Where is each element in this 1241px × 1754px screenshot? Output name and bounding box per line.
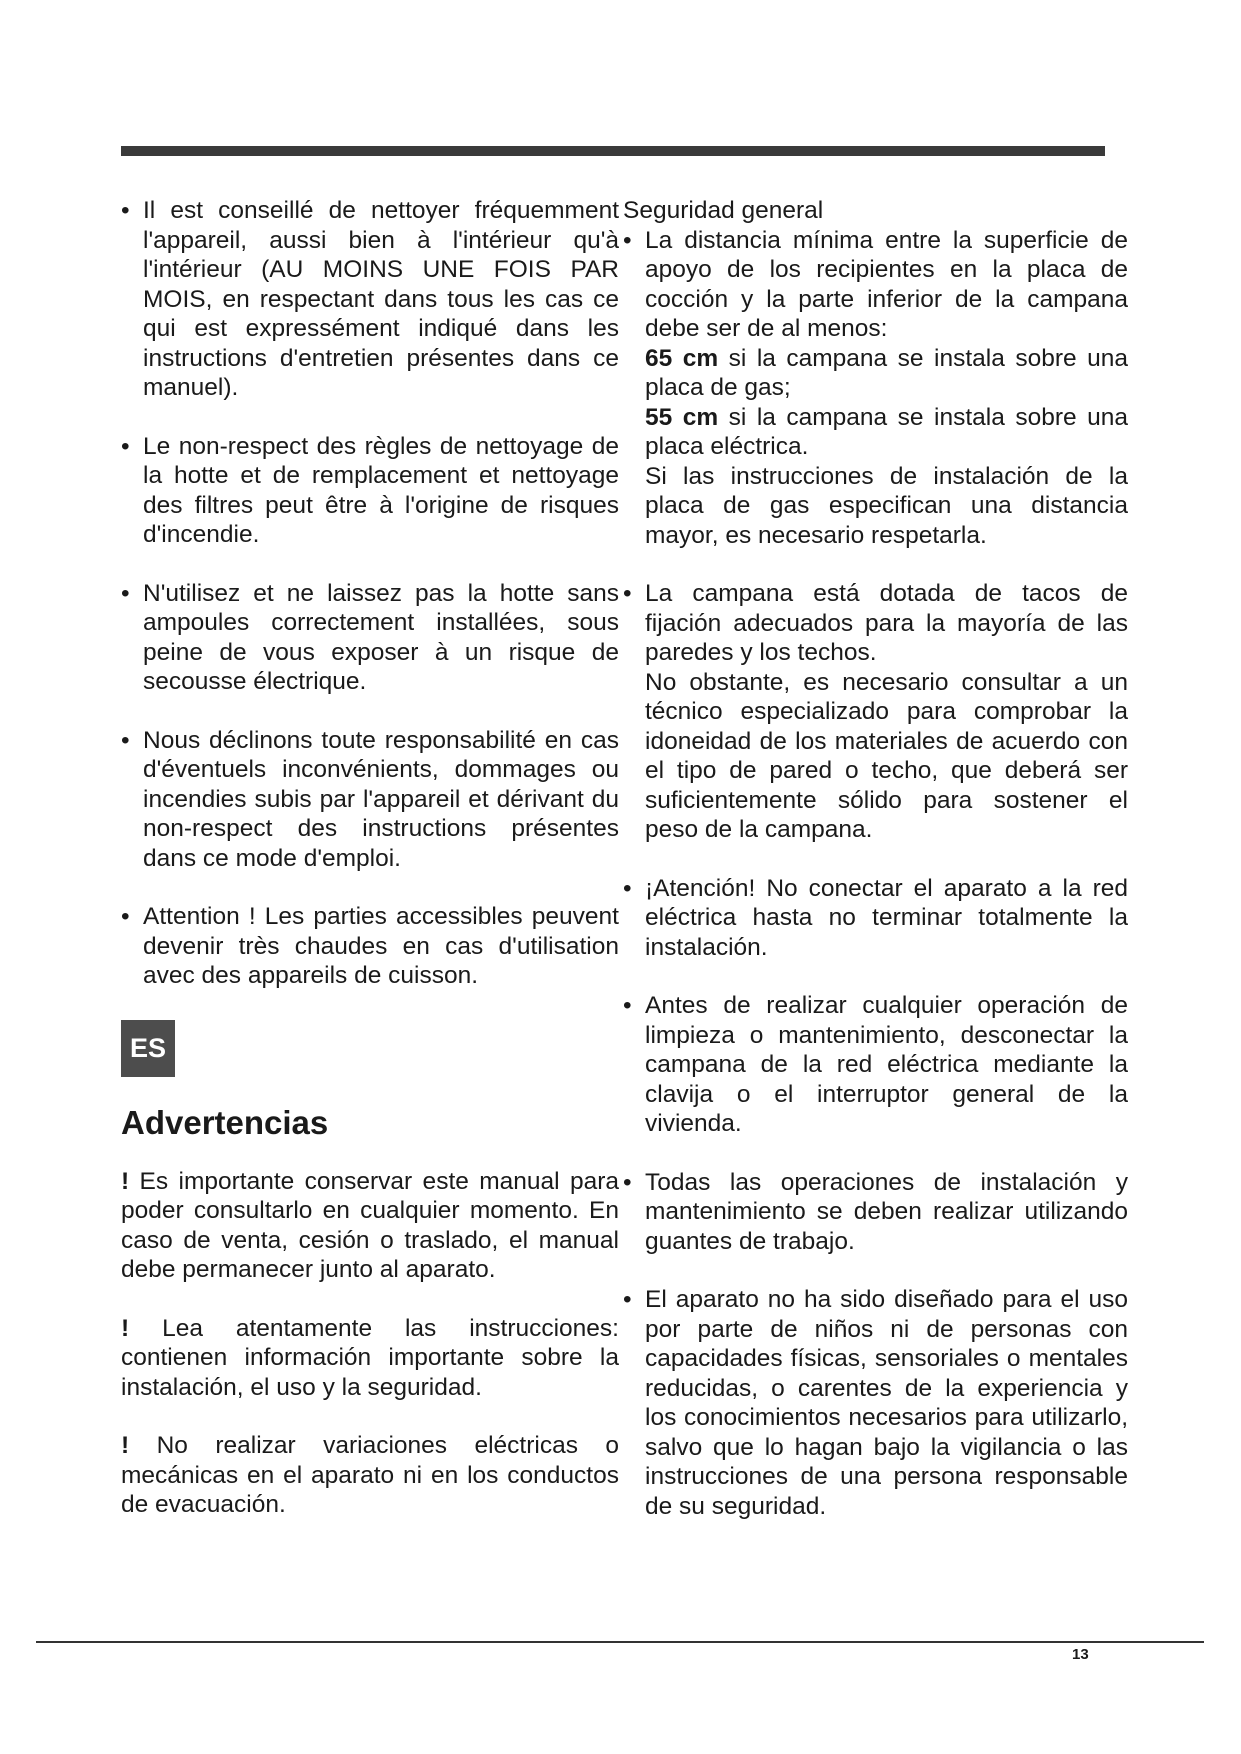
bottom-rule <box>36 1641 1204 1643</box>
es-item-distance: • La distancia mínima entre la superficie de apoyo de los recipientes en la placa de cocción y la parte inferior de la campana debe ser de al menos: 65 cm si la campana se instala sobre una placa de gas; 55 cm si la campana se instala sobre una placa eléctrica. Si las instrucciones de instalación de la placa de gas especifican una distancia mayor, es necesario respetarla. <box>623 226 1129 549</box>
es-item: • ¡Atención! No conectar el aparato a la red eléctrica hasta no terminar totalmente la instalación. <box>623 874 1128 961</box>
page-number: 13 <box>1072 1646 1089 1663</box>
bullet: • <box>623 992 632 1019</box>
fr-item: • N'utilisez et ne laissez pas la hotte sans ampoules correctement installées, sous peine de vous exposer à un risque de secousse électrique. <box>121 579 619 695</box>
fr-item: • Attention ! Les parties accessibles peuvent devenir très chaudes en cas d'utilisation avec des appareils de cuisson. <box>121 903 619 989</box>
bullet: • <box>121 726 130 754</box>
exclamation-mark: ! <box>121 1314 130 1342</box>
es-item: • Todas las operaciones de instalación y mantenimiento se deben realizar utilizando guantes de trabajo. <box>623 1168 1128 1255</box>
bullet: • <box>121 579 130 607</box>
warning-paragraph: ! No realizar variaciones eléctricas o mecánicas en el aparato ni en los conductos de evacuación. <box>121 1432 620 1518</box>
bullet: • <box>121 432 130 460</box>
bullet: • <box>623 874 632 902</box>
section-heading: Advertencias <box>121 1103 329 1141</box>
warning-paragraph: ! Es importante conservar este manual para poder consultarlo en cualquier momento. En caso de venta, cesión o traslado, el manual debe permanecer junto al aparato. <box>121 1167 619 1283</box>
left-column <box>121 196 619 1549</box>
exclamation-mark: ! <box>121 1167 130 1195</box>
fr-item: • Nous déclinons toute responsabilité en cas d'éventuels inconvénients, dommages ou incendies subis par l'appareil et dérivant du non-respect des instructions présentes dans ce mode d'emploi. <box>121 726 619 872</box>
subsection-title: Seguridad general <box>623 197 824 224</box>
electric-distance-line: 55 cm si la campana se instala sobre una placa eléctrica. <box>645 403 1129 460</box>
fijacion-note: No obstante, es necesario consultar a un técnico especializado para comprobar la idoneidad de los materiales de acuerdo con el tipo de pared o techo, que deberá ser suficientemente sólido para sostener el peso de la campana. <box>645 668 1128 843</box>
bullet: • <box>121 197 130 224</box>
fr-item: • Le non-respect des règles de nettoyage de la hotte et de remplacement et nettoyage des filtres peut être à l'origine de risques d'incendie. <box>121 432 619 548</box>
bullet: • <box>623 1286 632 1313</box>
top-rule <box>121 146 1105 156</box>
right-column <box>623 196 1128 1550</box>
bullet: • <box>121 903 130 930</box>
fr-item: • Il est conseillé de nettoyer fréquemment l'appareil, aussi bien à l'intérieur qu'à l'intérieur (AU MOINS UNE FOIS PAR MOIS, en respectant dans tous les cas ce qui est expressément indiqué dans les instructions d'entretien présentes dans ce manuel). <box>121 197 619 401</box>
warning-paragraph: ! Lea atentamente las instrucciones: contienen información importante sobre la instalación, el uso y la seguridad. <box>121 1314 619 1401</box>
exclamation-mark: ! <box>121 1432 130 1459</box>
language-badge: ES <box>121 1020 175 1077</box>
es-item: • El aparato no ha sido diseñado para el uso por parte de niños ni de personas con capacidades físicas, sensoriales o mentales reducidas, o carentes de la experiencia y los conocimientos necesarios para utilizarlo, salvo que lo hagan bajo la vigilancia o las instrucciones de una persona responsable de su seguridad. <box>623 1286 1128 1520</box>
bullet: • <box>623 580 632 607</box>
distance-note: Si las instrucciones de instalación de la placa de gas especifican una distancia mayor, es necesario respetarla. <box>645 462 1128 549</box>
es-item: • Antes de realizar cualquier operación de limpieza o mantenimiento, desconectar la campana de la red eléctrica mediante la clavija o el interruptor general de la vivienda. <box>623 992 1128 1137</box>
gas-distance-line: 65 cm si la campana se instala sobre una placa de gas; <box>645 344 1129 401</box>
es-item-fijacion: • La campana está dotada de tacos de fijación adecuados para la mayoría de las paredes y los techos. No obstante, es necesario consultar a un técnico especializado para comprobar la idoneidad de los materiales de acuerdo con el tipo de pared o techo, que deberá ser suficientemente sólido para sostener el peso de la campana. <box>623 580 1128 843</box>
bullet: • <box>623 1168 632 1196</box>
bullet: • <box>623 226 632 254</box>
